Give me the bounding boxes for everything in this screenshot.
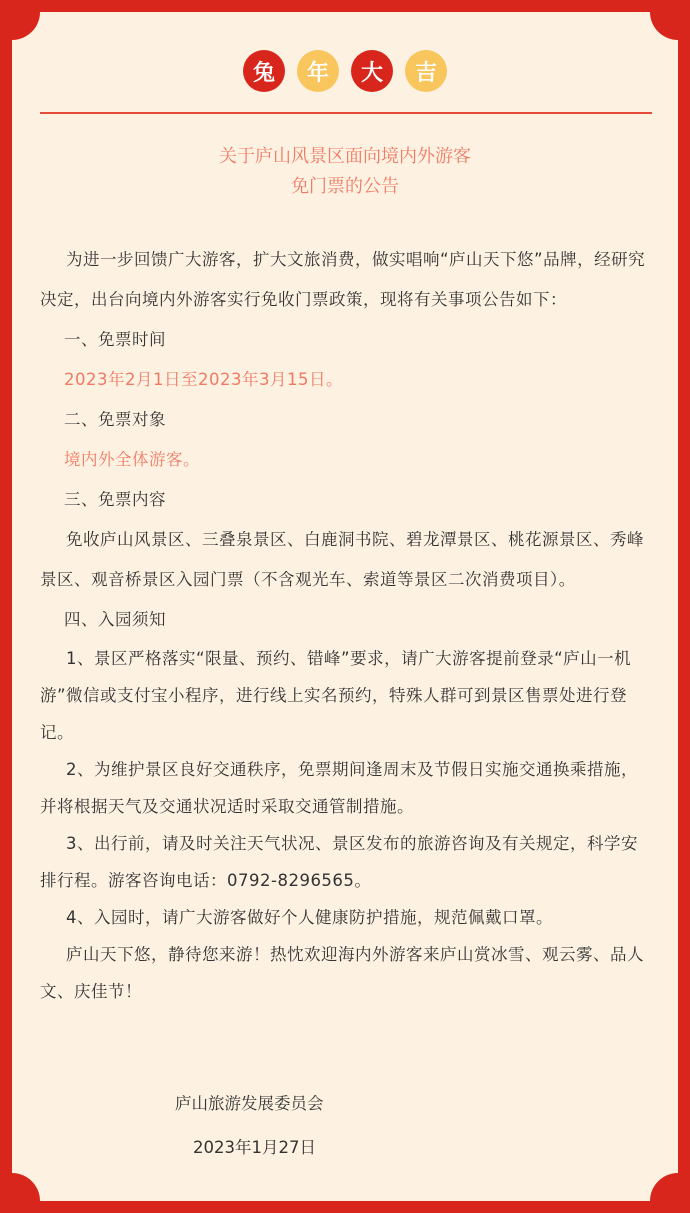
intro-paragraph: 为进一步回馈广大游客，扩大文旅消费，做实唱响“庐山天下悠”品牌，经研究决定，出台向境内外游客实行免收门票政策，现将有关事项公告如下： <box>40 250 646 309</box>
signature-date: 2023年1月27日 <box>193 1138 316 1157</box>
free-target-text: 境内外全体游客。 <box>64 450 200 469</box>
notice-item-3: 3、出行前，请及时关注天气状况、景区发布的旅游咨询及有关规定，科学安排行程。游客咨询电话：0792-8296565。 <box>40 834 638 890</box>
free-content-text: 免收庐山风景区、三叠泉景区、白鹿洞书院、碧龙潭景区、桃花源景区、秀峰景区、观音桥景区入园门票（不含观光车、索道等景区二次消费项目）。 <box>40 530 644 589</box>
notice-item-1: 1、景区严格落实“限量、预约、错峰”要求，请广大游客提前登录“庐山一机游”微信或支付宝小程序，进行线上实名预约，特殊人群可到景区售票处进行登记。 <box>40 649 632 742</box>
divider-line <box>40 112 652 114</box>
new-year-badges <box>0 50 690 92</box>
title-line-2: 免门票的公告 <box>291 176 399 197</box>
corner-decoration <box>650 12 678 40</box>
corner-decoration <box>12 12 40 40</box>
corner-decoration <box>650 1173 678 1201</box>
badge-char: 兔 <box>243 50 285 92</box>
title-line-1: 关于庐山风景区面向境内外游客 <box>219 146 471 167</box>
badge-char: 年 <box>297 50 339 92</box>
notice-item-2: 2、为维护景区良好交通秩序，免票期间逢周末及节假日实施交通换乘措施，并将根据天气及交通状况适时采取交通管制措施。 <box>40 760 638 816</box>
signature-block <box>175 1082 324 1170</box>
corner-decoration <box>12 1173 40 1201</box>
closing-paragraph: 庐山天下悠，静待您来游！热忱欢迎海内外游客来庐山赏冰雪、观云雾、品人文、庆佳节！ <box>40 945 644 1001</box>
free-period-text: 2023年2月1日至2023年3月15日。 <box>64 370 343 389</box>
badge-char: 大 <box>351 50 393 92</box>
badge-char: 吉 <box>405 50 447 92</box>
section-heading-content: 三、免票内容 <box>64 490 166 509</box>
section-heading-time: 一、免票时间 <box>64 330 166 349</box>
notice-item-4: 4、入园时，请广大游客做好个人健康防护措施，规范佩戴口罩。 <box>66 908 553 927</box>
section-heading-notice: 四、入园须知 <box>64 610 166 629</box>
announcement-title <box>0 142 690 202</box>
announcement-body <box>40 240 652 1010</box>
section-heading-target: 二、免票对象 <box>64 410 166 429</box>
signature-org: 庐山旅游发展委员会 <box>175 1094 324 1113</box>
